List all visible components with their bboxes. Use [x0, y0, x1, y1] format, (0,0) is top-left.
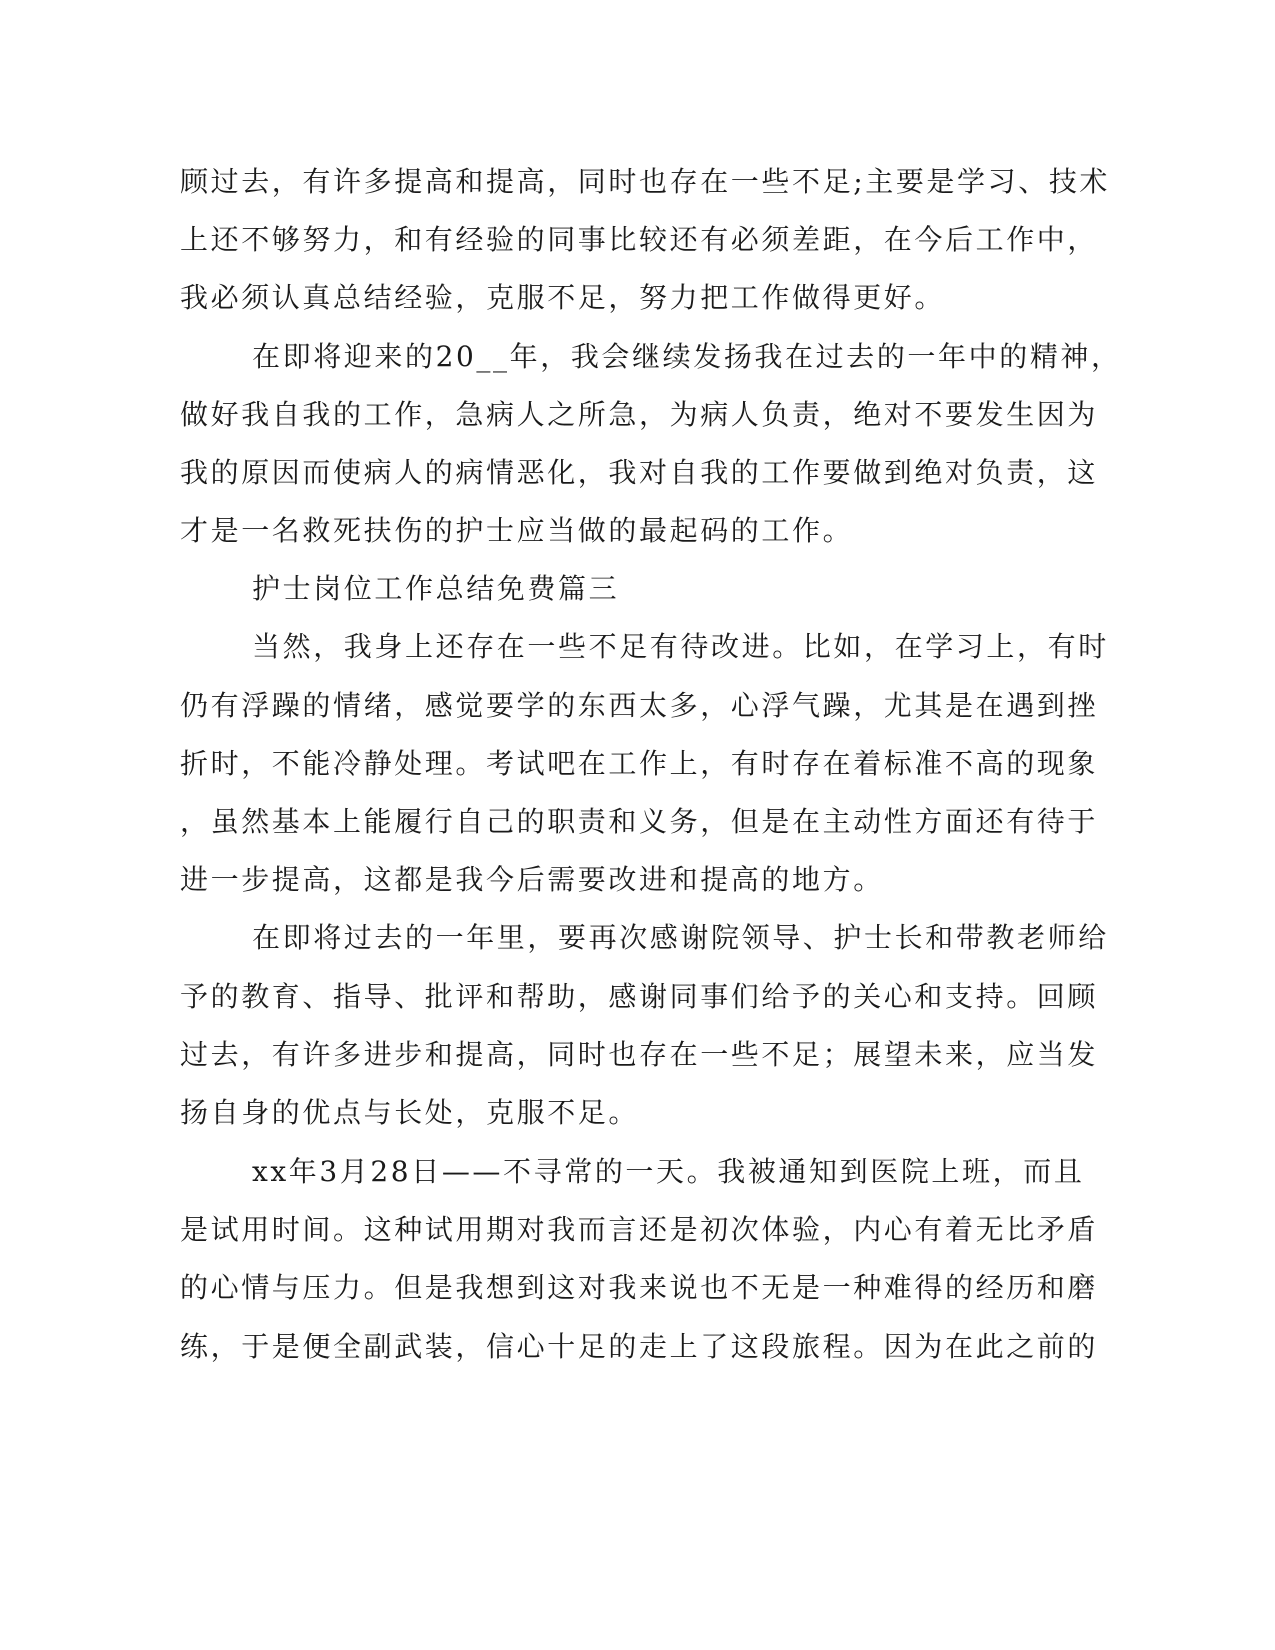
text-line: ，虽然基本上能履行自己的职责和义务，但是在主动性方面还有待于	[180, 805, 1099, 838]
text-line: 折时，不能冷静处理。考试吧在工作上，有时存在着标准不高的现象	[180, 747, 1099, 780]
paragraph-start-line: 当然，我身上还存在一些不足有待改进。比如，在学习上，有时	[252, 630, 1109, 663]
paragraph-start-line: xx年3月28日——不寻常的一天。我被通知到医院上班，而且	[252, 1155, 1085, 1188]
text-line: 的心情与压力。但是我想到这对我来说也不无是一种难得的经历和磨	[180, 1271, 1099, 1304]
text-line: 过去，有许多进步和提高，同时也存在一些不足；展望未来，应当发	[180, 1038, 1099, 1071]
text-line: 我的原因而使病人的病情恶化，我对自我的工作要做到绝对负责，这	[180, 456, 1099, 489]
text-line: 顾过去，有许多提高和提高，同时也存在一些不足;主要是学习、技术	[180, 165, 1111, 198]
text-line: 练，于是便全副武装，信心十足的走上了这段旅程。因为在此之前的	[180, 1330, 1099, 1363]
text-line: 上还不够努力，和有经验的同事比较还有必须差距，在今后工作中，	[180, 223, 1099, 256]
text-line: 才是一名救死扶伤的护士应当做的最起码的工作。	[180, 514, 854, 547]
text-line: 进一步提高，这都是我今后需要改进和提高的地方。	[180, 863, 884, 896]
text-line: 仍有浮躁的情绪，感觉要学的东西太多，心浮气躁，尤其是在遇到挫	[180, 689, 1099, 722]
text-line: 予的教育、指导、批评和帮助，感谢同事们给予的关心和支持。回顾	[180, 980, 1099, 1013]
text-line: 做好我自我的工作，急病人之所急，为病人负责，绝对不要发生因为	[180, 398, 1099, 431]
paragraph-start-line: 在即将过去的一年里，要再次感谢院领导、护士长和带教老师给	[252, 921, 1109, 954]
paragraph-start-line: 在即将迎来的20__年，我会继续发扬我在过去的一年中的精神，	[252, 340, 1122, 373]
text-line: 扬自身的优点与长处，克服不足。	[180, 1096, 640, 1129]
text-line: 是试用时间。这种试用期对我而言还是初次体验，内心有着无比矛盾	[180, 1213, 1099, 1246]
text-line: 我必须认真总结经验，克服不足，努力把工作做得更好。	[180, 281, 946, 314]
section-heading: 护士岗位工作总结免费篇三	[252, 572, 620, 605]
